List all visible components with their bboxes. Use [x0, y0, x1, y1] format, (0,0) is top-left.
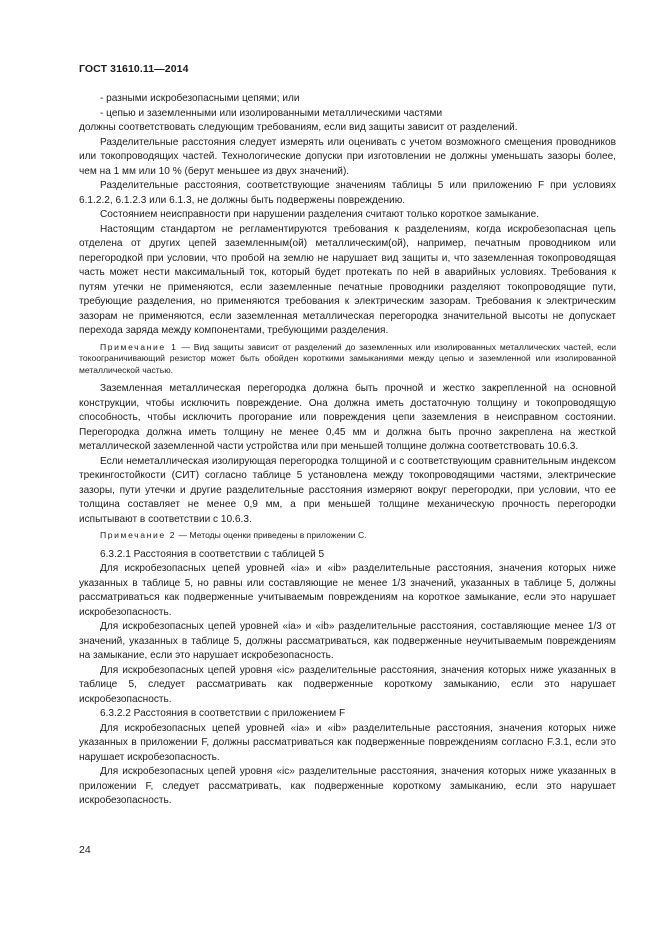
paragraph: Для искробезопасных цепей уровней «ia» и «ib» разделительные расстояния, значения которых ниже указанных в приложении F, должны рассматриваться как подверженные повреждениям согласно F.3.1, если это нарушает искробезопасность.: [79, 722, 616, 763]
paragraph: Настоящим стандартом не регламентируются требования к разделениям, когда искробезопасная цепь отделена от других цепей заземленным(ой) металлическим(ой), например, печатным проводником или перегородкой при условии, что пробой на землю не нарушает вид защиты и, что заземленная токопроводящая часть может нести максимальный ток, который будет протекать по ней в аварийных условиях. Требования к путям утечки не применяются, если заземленные печатные проводники разделяют токопроводящие пути, требующие разделения, но применяются требования к электрическим зазорам. Требования к электрическим зазорам не применяются, если заземленная металлическая перегородка значительной высоты не допускает перехода заряда между компонентами, требующими разделения.: [79, 223, 616, 336]
note-1: [79, 342, 616, 377]
note-text: — Вид защиты зависит от разделений до заземленных или изолированных металлических частей, если токоограничивающий резистор может быть обойден короткими замыканиями между цепью и заземленной или изолированной металлической частью.: [79, 341, 616, 375]
note-text: — Методы оценки приведены в приложении С.: [176, 530, 367, 540]
paragraph: Состоянием неисправности при нарушении разделения считают только короткое замыкание.: [100, 209, 540, 220]
paragraph: Для искробезопасных цепей уровня «ic» разделительные расстояния, значения которых ниже указанных в приложении F, следует рассматривать, как подверженные короткому замыканию, если это нарушает искробезопасность.: [79, 766, 616, 806]
page-number: 24: [79, 844, 91, 856]
document-body: [79, 92, 616, 809]
paragraph: Для искробезопасных цепей уровней «ia» и «ib» разделительные расстояния, значения которых ниже указанных в таблице 5, но равны или составляющие не менее 1/3 значений, указанных в таблице 5, должны рассматриваться как подверженные учитываемым повреждениям на короткое замыкание, если это нарушает искробезопасность.: [79, 563, 616, 618]
document-header: ГОСТ 31610.11—2014: [79, 63, 189, 75]
note-2: [79, 530, 616, 542]
paragraph: Для искробезопасных цепей уровня «ic» разделительные расстояния, значения которых ниже указанных в таблице 5, следует рассматривать как подверженные короткому замыканию, если это нарушает искробезопасность.: [79, 664, 616, 705]
section-heading: 6.3.2.1 Расстояния в соответствии с таблицей 5: [100, 548, 325, 560]
list-item: - цепью и заземленными или изолированными металлическими частями: [100, 107, 443, 119]
list-item: - разными искробезопасными цепями; или: [100, 93, 300, 104]
paragraph: Разделительные расстояния, соответствующие значениям таблицы 5 или приложению F при условиях 6.1.2.2, 6.1.2.3 или 6.1.3, не должны быть подвержены повреждению.: [79, 180, 616, 206]
section-heading: 6.3.2.2 Расстояния в соответствии с приложением F: [100, 708, 346, 719]
note-label: Примечание 1: [100, 341, 178, 352]
paragraph: должны соответствовать следующим требованиям, если вид защиты зависит от разделений.: [79, 122, 518, 133]
paragraph: Если неметаллическая изолирующая перегородка толщиной и с соответствующим сравнительным индексом трекингостойкости (СИТ) согласно таблице 5 установлена между токопроводящими частями, электрические зазоры, пути утечки и другие разделительные расстояния измеряют вокруг перегородки, при условии, что ее толщина составляет не менее 0,9 мм, а при меньшей толщине механическую прочность перегородки испытывают в соответствии с 10.6.3.: [79, 455, 616, 525]
paragraph: Заземленная металлическая перегородка должна быть прочной и жестко закрепленной на основной конструкции, чтобы исключить повреждение. Она должна иметь достаточную толщину и токопроводящую способность, чтобы исключить прогорание или повреждения цепи заземления в неисправном состоянии. Перегородка должна иметь толщину не менее 0,45 мм и должна быть прочно закреплена на жесткой металлической заземленной части устройства или при меньшей толщине должна соответствовать 10.6.3.: [79, 383, 616, 452]
note-label: Примечание 2: [100, 530, 177, 540]
paragraph: Для искробезопасных цепей уровней «ia» и «ib» разделительные расстояния, составляющие менее 1/3 от значений, указанных в таблице 5, должны рассматриваться, как подверженные неучитываемым повреждениям на замыкание, если это нарушает искробезопасность.: [79, 621, 616, 661]
paragraph: Разделительные расстояния следует измерять или оценивать с учетом возможного смещения проводников или токопроводящих частей. Технологические допуски при изготовлении не должны уменьшать зазоры более, чем на 1 мм или 10 % (берут меньшее из двух значений).: [79, 136, 616, 177]
